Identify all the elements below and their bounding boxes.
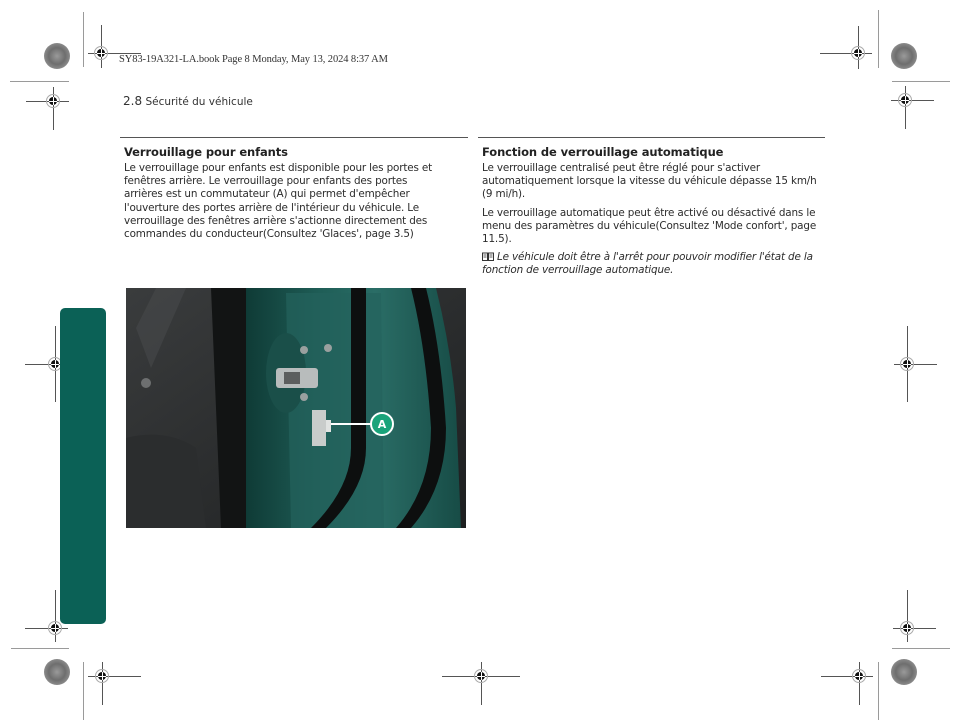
child-lock-figure [126,288,466,528]
print-slug: SY83-19A321-LA.book Page 8 Monday, May 13, 2024 8:37 AM [119,54,388,65]
running-header [123,94,253,108]
color-swatch-bottom-left [44,659,70,685]
body-paragraph: Le verrouillage centralisé peut être réglé pour s'activer automatiquement lorsque la vitesse du véhicule dépasse 15 km/h (9 mi/h). [482,162,817,201]
callout-a [370,412,394,436]
right-column [478,137,825,283]
note-text: Le véhicule doit être à l'arrêt pour pouvoir modifier l'état de la fonction de verrouillage automatique. [482,251,813,277]
trim-line [83,662,84,720]
chapter-tab [60,308,106,624]
section-heading: Verrouillage pour enfants [124,145,288,159]
callout-label: A [377,417,387,431]
color-swatch-bottom-right [891,659,917,685]
section-heading: Fonction de verrouillage automatique [482,145,724,159]
trim-line [892,648,950,649]
trim-line [83,12,84,67]
section-rule [120,137,468,138]
color-swatch-top-right [891,43,917,69]
body-paragraph: Le verrouillage pour enfants est disponible pour les portes et fenêtres arrière. Le verrouillage pour enfants des portes arrières est un commutateur (A) qui permet d'empêcher l'ouverture des portes arrière de l'intérieur du véhicule. Le verrouillage des fenêtres arrière s'actionne directement des commandes du conducteur(Consultez 'Glaces', page 3.5) [124,162,433,241]
note-paragraph [482,251,817,277]
section-title: Sécurité du véhicule [145,96,253,108]
trim-line [11,648,69,649]
trim-line [10,81,69,82]
section-number: 2.8 [123,94,143,108]
trim-line [878,662,879,720]
body-paragraph: Le verrouillage automatique peut être activé ou désactivé dans le menu des paramètres du véhicule(Consultez 'Mode confort', page 11.5). [482,206,817,246]
left-column [120,137,468,246]
door-illustration [126,288,466,528]
book-icon [482,252,494,261]
trim-line [892,81,950,82]
color-swatch-top-left [44,43,70,69]
section-rule [478,137,825,138]
trim-line [878,10,879,68]
